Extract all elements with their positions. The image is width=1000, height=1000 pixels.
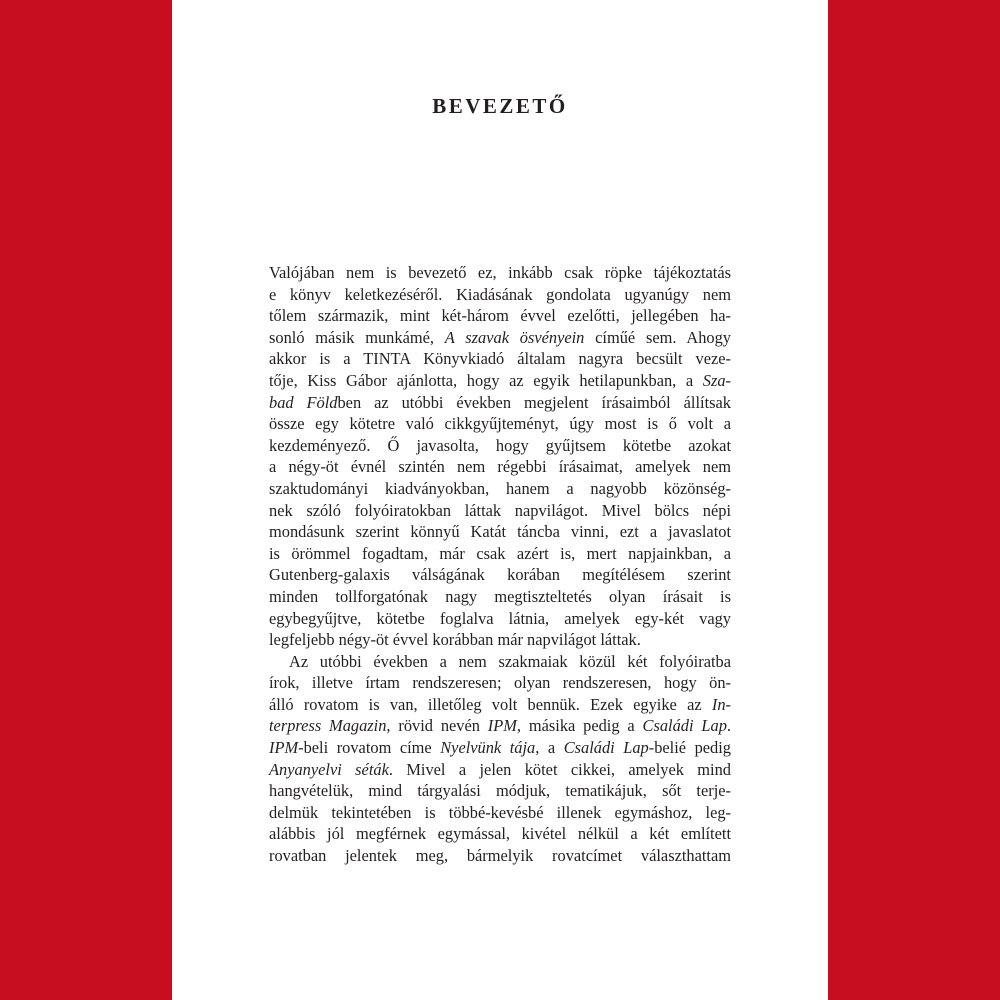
italic-text-segment: Nyelvünk tája [440,738,536,758]
text-segment: írok, illetve írtam rendszeresen; olyan rendszeresen, hogy ön- [269,673,731,693]
text-segment: is örömmel fogadtam, már csak azért is, mert napjainkban, a [269,543,731,563]
text-segment: a négy-öt évnél szintén nem régebbi írásaimat, amelyek nem [269,457,731,477]
text-segment: legfeljebb négy-öt évvel korábban már napvilágot láttak. [269,630,641,650]
right-red-border [828,0,1000,1000]
text-line [269,348,731,370]
text-segment: mondásunk szerint könnyű Katát táncba vinni, ezt a javaslatot [269,522,731,542]
text-segment: , rövid nevén [386,716,488,736]
text-segment: kezdeményező. Ő javasolta, hogy gyűjtsem kötetbe azokat [269,435,731,455]
text-segment: alábbis jól megférnek egymással, kivétel nélkül a két említett [269,824,731,844]
text-line [269,759,731,781]
text-line [269,672,731,694]
text-segment: szaktudományi kiadványokban, hanem a nagyobb közönség- [269,478,731,498]
text-line [269,586,731,608]
text-line [269,564,731,586]
text-segment: tőlem származik, mint két-három évvel ezelőtti, jellegében ha- [269,306,731,326]
text-line [269,284,731,306]
text-segment: , másika pedig a [516,716,643,736]
italic-text-segment: terpress Magazin [269,716,387,736]
text-segment: -belié pedig [648,738,731,758]
italic-text-segment: Családi Lap [642,716,727,736]
text-line [269,262,731,284]
text-segment: össze egy kötetre való cikkgyűjteményt, úgy most is ő volt a [269,414,731,434]
italic-text-segment: A szavak ösvényein [444,327,585,347]
italic-text-segment: bad Föld [269,392,338,412]
text-line [269,478,731,500]
italic-text-segment: IPM [487,716,517,736]
text-line [269,845,731,867]
text-segment: álló rovatom is van, illetőleg volt bennük. Ezek egyike az [269,694,712,714]
text-line [269,802,731,824]
text-segment: sonló másik munkámé, [269,327,445,347]
text-segment: Az utóbbi években a nem szakmaiak közül két folyóiratba [289,651,731,671]
text-line [269,608,731,630]
page-title: BEVEZETŐ [432,94,568,118]
text-segment: -beli rovatom címe [298,738,441,758]
text-segment: minden tollforgatónak nagy megtiszteltetés olyan írásait is [269,586,731,606]
text-line [269,629,731,651]
text-line [269,305,731,327]
text-segment: rovatban jelentek meg, bármelyik rovatcímet választhattam [269,846,731,866]
text-segment: hangvételük, mind tárgyalási módjuk, tematikájuk, sőt terje- [269,781,731,801]
text-line [269,500,731,522]
text-line [269,435,731,457]
text-segment: nek szóló folyóiratokban láttak napvilágot. Mivel bölcs népi [269,500,731,520]
text-segment: Gutenberg-galaxis válságának korában megítélésem szerint [269,565,731,585]
text-line [269,694,731,716]
text-segment: címűé sem. Ahogy [584,327,731,347]
text-segment: ben az utóbbi években megjelent írásaimból állítsak [337,392,731,412]
text-segment: . [726,716,731,736]
text-segment: , a [535,738,564,758]
text-segment: . Mivel a jelen kötet cikkei, amelyek mind [388,759,731,779]
text-line [269,456,731,478]
text-line [269,651,731,673]
text-segment: delmük tekintetében is többé-kevésbé illenek egymáshoz, leg- [269,802,731,822]
text-line [269,327,731,349]
text-segment: Valójában nem is bevezető ez, inkább csak röpke tájékoztatás [269,263,731,282]
italic-text-segment: Sza- [702,370,731,390]
book-page [172,0,828,1000]
text-line [269,737,731,759]
text-line [269,370,731,392]
left-red-border [0,0,172,1000]
italic-text-segment: In- [711,694,731,714]
text-line [269,715,731,737]
text-line [269,413,731,435]
text-line [269,521,731,543]
text-segment: akkor is a TINTA Könyvkiadó általam nagyra becsült veze- [269,349,731,369]
text-segment: tője, Kiss Gábor ajánlotta, hogy az egyik hetilapunkban, a [269,370,703,390]
text-segment: e könyv keletkezéséről. Kiadásának gondolata ugyanúgy nem [269,284,731,304]
text-line [269,543,731,565]
text-segment: egybegyűjtve, kötetbe foglalva látnia, amelyek egy-két vagy [269,608,731,628]
italic-text-segment: IPM [269,738,299,758]
italic-text-segment: Családi Lap [563,738,649,758]
text-line [269,392,731,414]
text-line [269,780,731,802]
italic-text-segment: Anyanyelvi séták [269,759,389,779]
body-text [269,262,731,867]
text-line [269,823,731,845]
